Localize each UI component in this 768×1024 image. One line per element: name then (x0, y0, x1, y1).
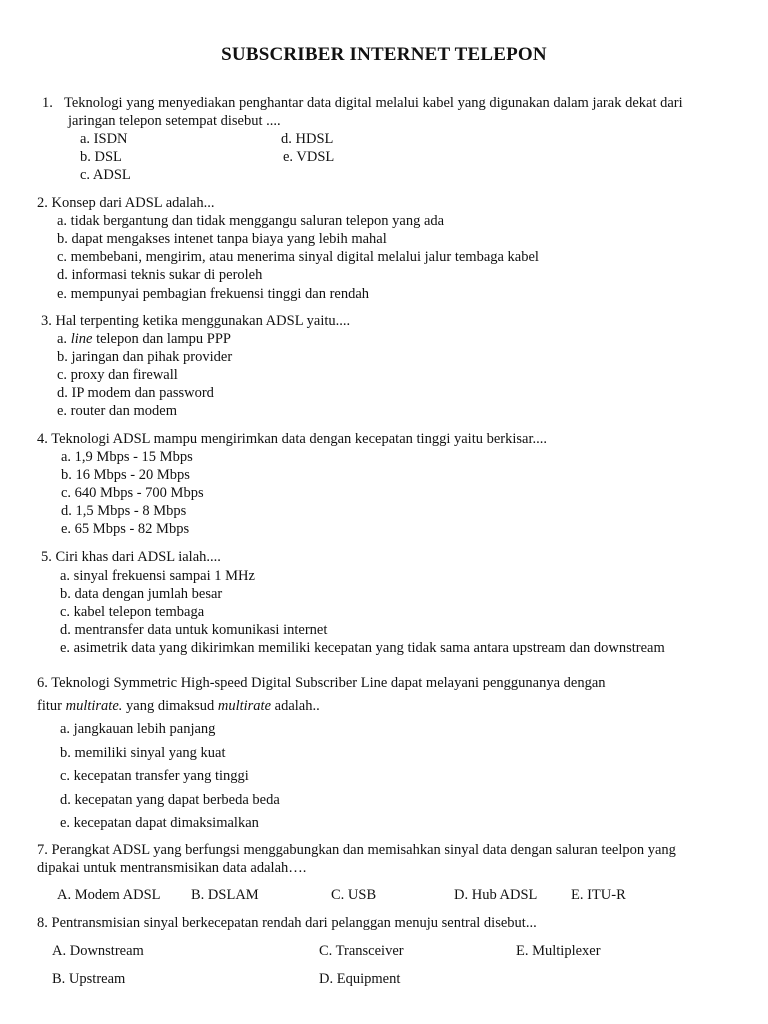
option-a: A. Downstream (52, 943, 144, 959)
option-b: b. memiliki sinyal yang kuat (60, 745, 226, 761)
question-stem: 3. Hal terpenting ketika menggunakan ADSL yaitu.... (41, 313, 351, 329)
option-b: B. DSLAM (191, 887, 259, 903)
option-e: e. mempunyai pembagian frekuensi tinggi dan rendah (57, 286, 370, 302)
option-e: E. Multiplexer (516, 943, 601, 959)
option-b: b. 16 Mbps - 20 Mbps (61, 467, 190, 483)
question-stem-line2: jaringan telepon setempat disebut .... (68, 113, 281, 129)
page-title: SUBSCRIBER INTERNET TELEPON (221, 44, 547, 65)
option-b: b. DSL (80, 149, 122, 165)
question-stem-line1: Teknologi yang menyediakan penghantar data digital melalui kabel yang digunakan dalam jarak dekat dari (64, 95, 683, 111)
question-stem: 5. Ciri khas dari ADSL ialah.... (41, 549, 221, 565)
option-b: b. data dengan jumlah besar (60, 586, 223, 602)
option-b: b. jaringan dan pihak provider (57, 349, 233, 365)
option-d: D. Equipment (319, 971, 401, 987)
option-a: a. sinyal frekuensi sampai 1 MHz (60, 568, 255, 584)
option-c: c. ADSL (80, 167, 131, 183)
option-e: e. VDSL (283, 149, 335, 165)
question-stem-line1: 6. Teknologi Symmetric High-speed Digital Subscriber Line dapat melayani penggunanya dengan (37, 675, 606, 691)
question-stem: 8. Pentransmisian sinyal berkecepatan rendah dari pelanggan menuju sentral disebut... (37, 915, 537, 931)
question-stem-line1: 7. Perangkat ADSL yang berfungsi menggabungkan dan memisahkan sinyal data dengan saluran teelpon yang (37, 842, 676, 858)
option-c: C. Transceiver (319, 943, 404, 959)
option-d: D. Hub ADSL (454, 887, 538, 903)
option-e: e. kecepatan dapat dimaksimalkan (60, 815, 259, 831)
option-c: c. kabel telepon tembaga (60, 604, 205, 620)
option-d: d. 1,5 Mbps - 8 Mbps (61, 503, 187, 519)
option-c: C. USB (331, 887, 377, 903)
question-stem-line2: dipakai untuk mentransmisikan data adalah…. (37, 860, 307, 876)
option-b: b. dapat mengakses intenet tanpa biaya yang lebih mahal (57, 231, 387, 247)
option-e: e. 65 Mbps - 82 Mbps (61, 521, 190, 537)
question-stem: 2. Konsep dari ADSL adalah... (37, 195, 215, 211)
option-d: d. IP modem dan password (57, 385, 214, 401)
option-d: d. informasi teknis sukar di peroleh (57, 267, 263, 283)
option-a: A. Modem ADSL (57, 887, 161, 903)
option-a: a. line telepon dan lampu PPP (57, 331, 231, 347)
option-e: E. ITU-R (571, 887, 626, 903)
option-a: a. jangkauan lebih panjang (60, 721, 216, 737)
option-c: c. 640 Mbps - 700 Mbps (61, 485, 204, 501)
option-d: d. mentransfer data untuk komunikasi internet (60, 622, 328, 638)
option-a: a. 1,9 Mbps - 15 Mbps (61, 449, 193, 465)
option-e: e. router dan modem (57, 403, 177, 419)
option-b: B. Upstream (52, 971, 126, 987)
option-c: c. proxy dan firewall (57, 367, 178, 383)
option-a: a. ISDN (80, 131, 128, 147)
question-stem-line2: fitur multirate. yang dimaksud multirate adalah.. (37, 698, 320, 714)
question-stem: 4. Teknologi ADSL mampu mengirimkan data dengan kecepatan tinggi yaitu berkisar.... (37, 431, 547, 447)
option-e: e. asimetrik data yang dikirimkan memiliki kecepatan yang tidak sama antara upstream dan downstream (60, 640, 665, 656)
option-c: c. membebani, mengirim, atau menerima sinyal digital melalui jalur tembaga kabel (57, 249, 539, 265)
option-d: d. kecepatan yang dapat berbeda beda (60, 792, 280, 808)
option-a: a. tidak bergantung dan tidak menggangu saluran telepon yang ada (57, 213, 445, 229)
option-d: d. HDSL (281, 131, 334, 147)
option-c: c. kecepatan transfer yang tinggi (60, 768, 249, 784)
question-number: 1. (42, 95, 53, 111)
